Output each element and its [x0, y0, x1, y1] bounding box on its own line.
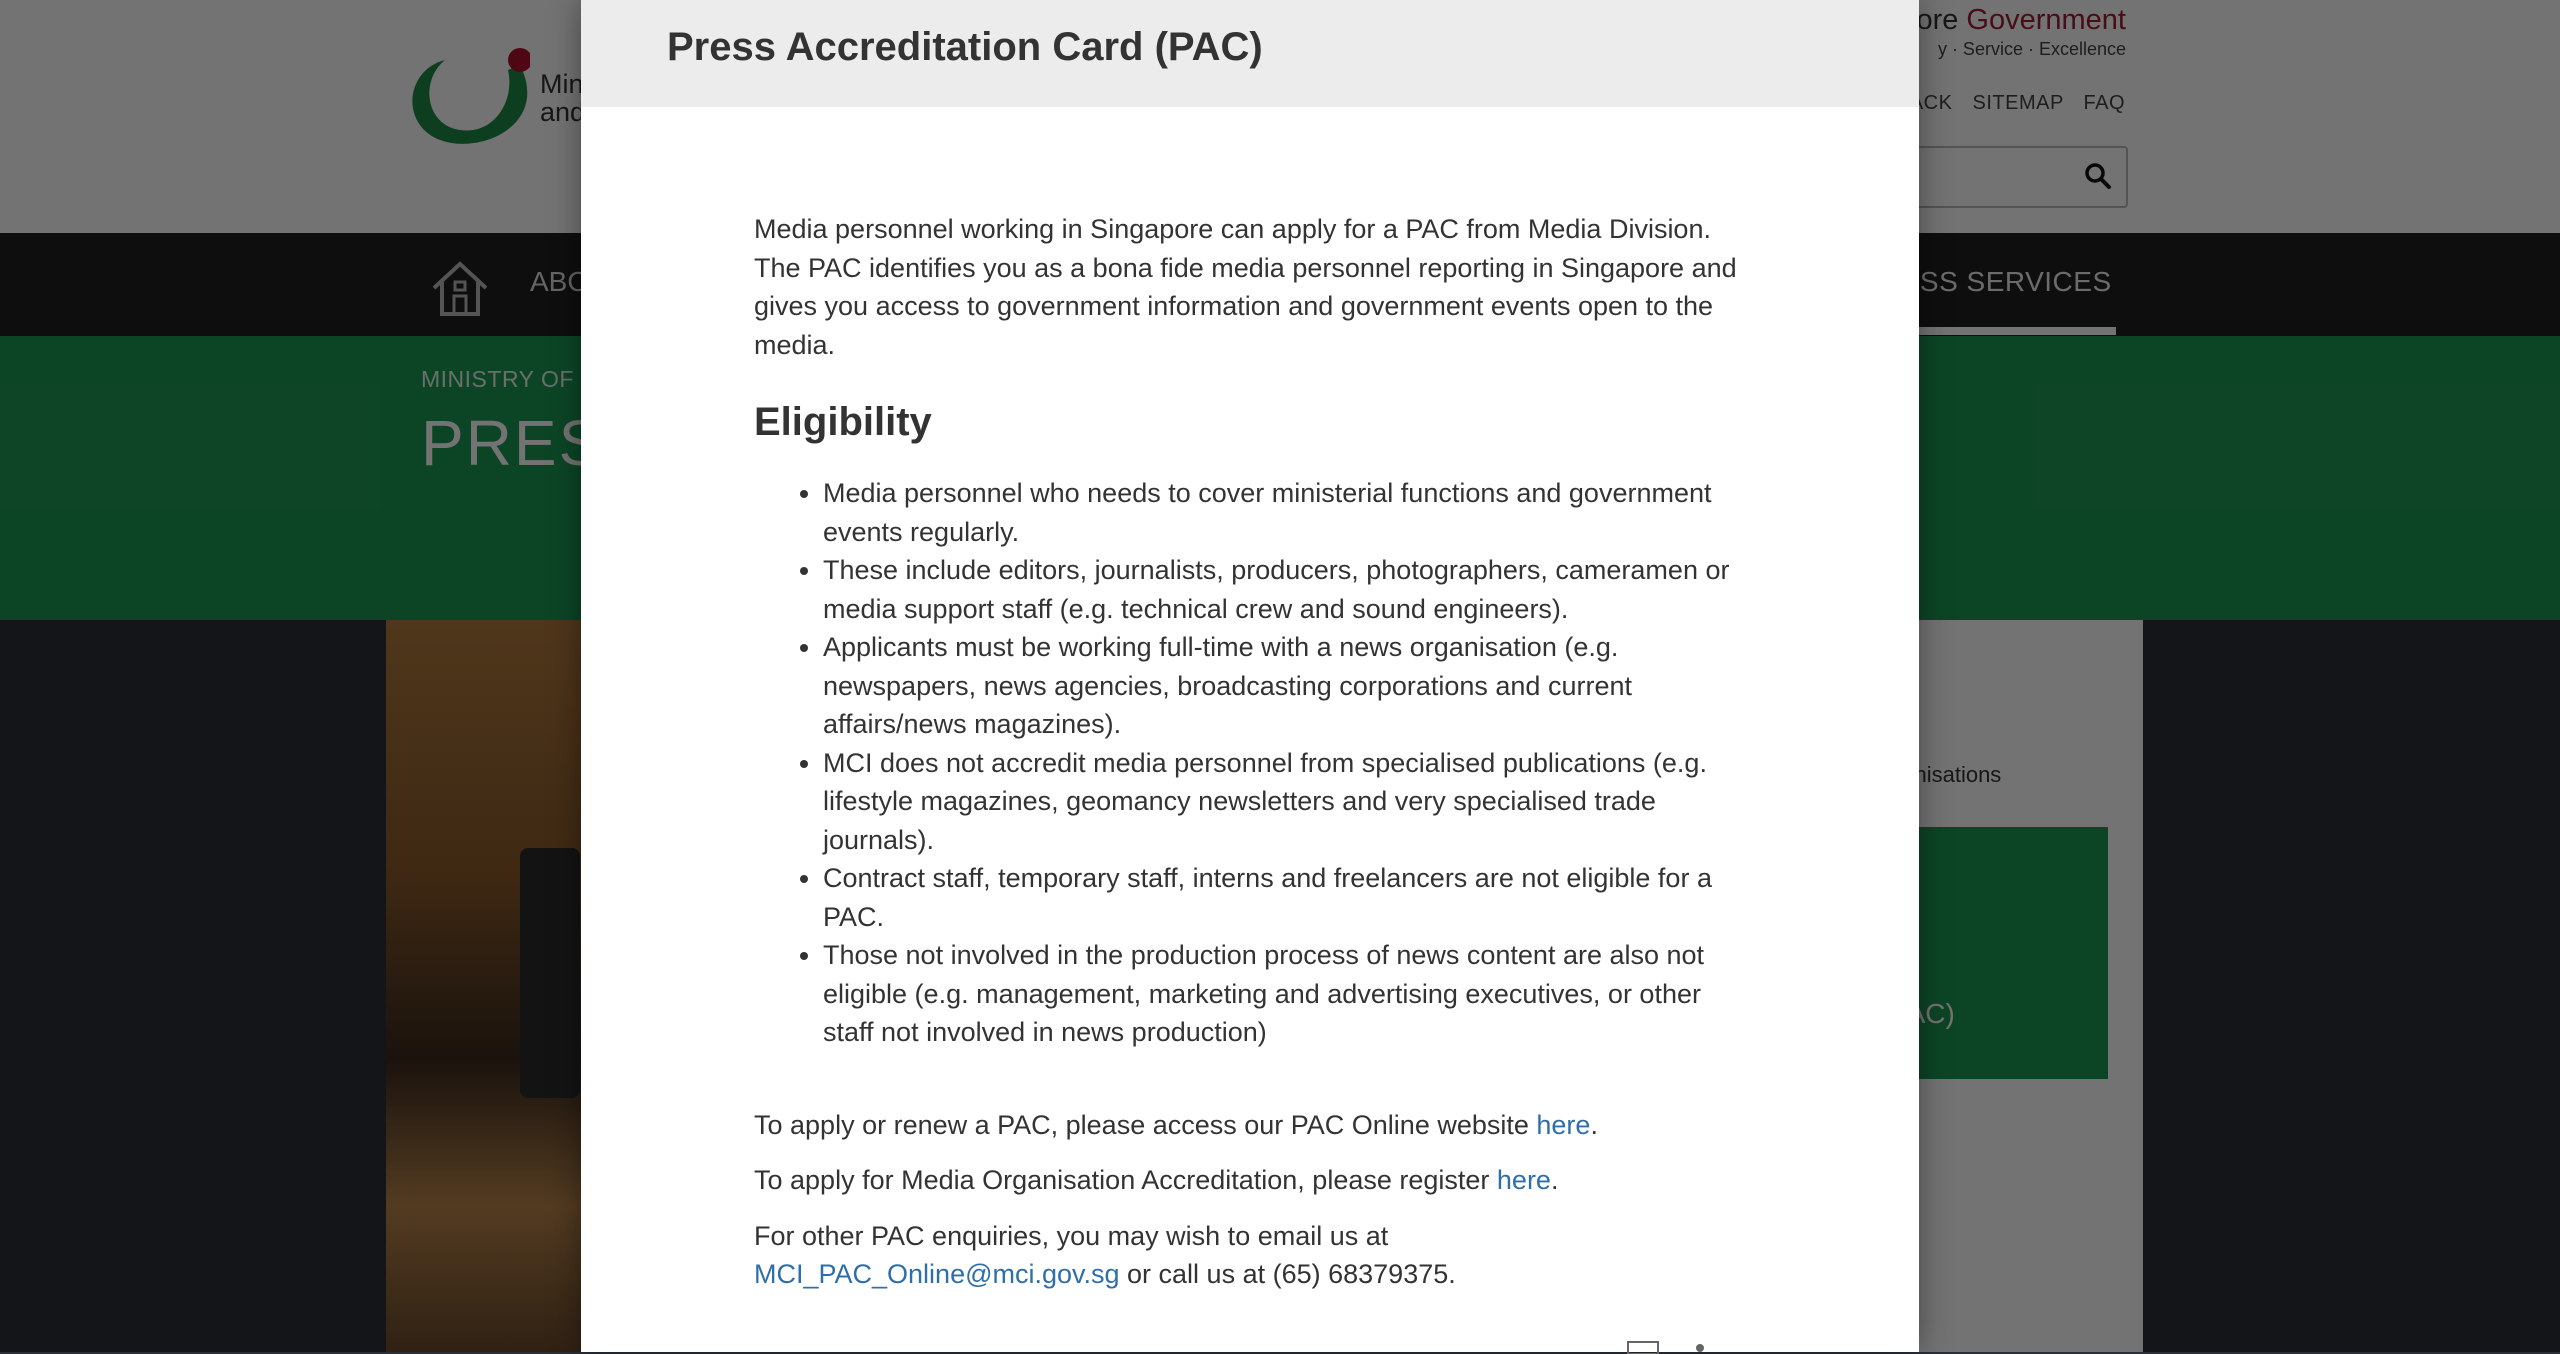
org-register-link[interactable]: here [1496, 1165, 1551, 1195]
apply-paragraph [754, 1106, 1739, 1145]
list-item: • Those not involved in the production process of news content are also not eligible (e.g. management, marketing and advertising executives, or other staff not involved in news production) [823, 936, 1739, 1052]
list-item: • These include editors, journalists, producers, photographers, cameramen or media support staff (e.g. technical crew and sound engineers). [823, 551, 1739, 628]
modal-title: Press Accreditation Card (PAC) [667, 25, 1263, 69]
modal-body [754, 210, 1739, 1294]
list-item: • Media personnel who needs to cover ministerial functions and government events regularly. [823, 474, 1739, 551]
email-link[interactable]: MCI_PAC_Online@mci.gov.sg [754, 1259, 1120, 1289]
apply-text: To apply or renew a PAC, please access our PAC Online website [754, 1109, 1537, 1140]
apply-period: . [1590, 1109, 1598, 1140]
list-item: • Applicants must be working full-time with a news organisation (e.g. newspapers, news agencies, broadcasting corporations and current affairs/news magazines). [823, 628, 1739, 744]
eligibility-heading: Eligibility [754, 400, 932, 444]
list-item: • MCI does not accredit media personnel from specialised publications (e.g. lifestyle magazines, geomancy newsletters and very specialised trade journals). [823, 744, 1739, 860]
intro-paragraph: Media personnel working in Singapore can apply for a PAC from Media Division. The PAC identifies you as a bona fide media personnel reporting in Singapore and gives you access to government information and government events open to the media. [754, 214, 1737, 360]
org-period: . [1550, 1165, 1559, 1195]
pac-modal [581, 0, 1919, 1352]
modal-header [581, 0, 1919, 107]
org-text: To apply for Media Organisation Accreditation, please register [754, 1165, 1497, 1195]
pac-online-link[interactable]: here [1536, 1109, 1591, 1140]
eligibility-list [754, 474, 1739, 1052]
enquiry-text: For other PAC enquiries, you may wish to email us at [754, 1220, 1389, 1251]
org-paragraph [754, 1161, 1739, 1200]
list-item: • Contract staff, temporary staff, interns and freelancers are not eligible for a PAC. [823, 859, 1739, 936]
enquiry-phone-text: or call us at (65) 68379375. [1119, 1259, 1456, 1289]
enquiry-paragraph [754, 1217, 1739, 1294]
